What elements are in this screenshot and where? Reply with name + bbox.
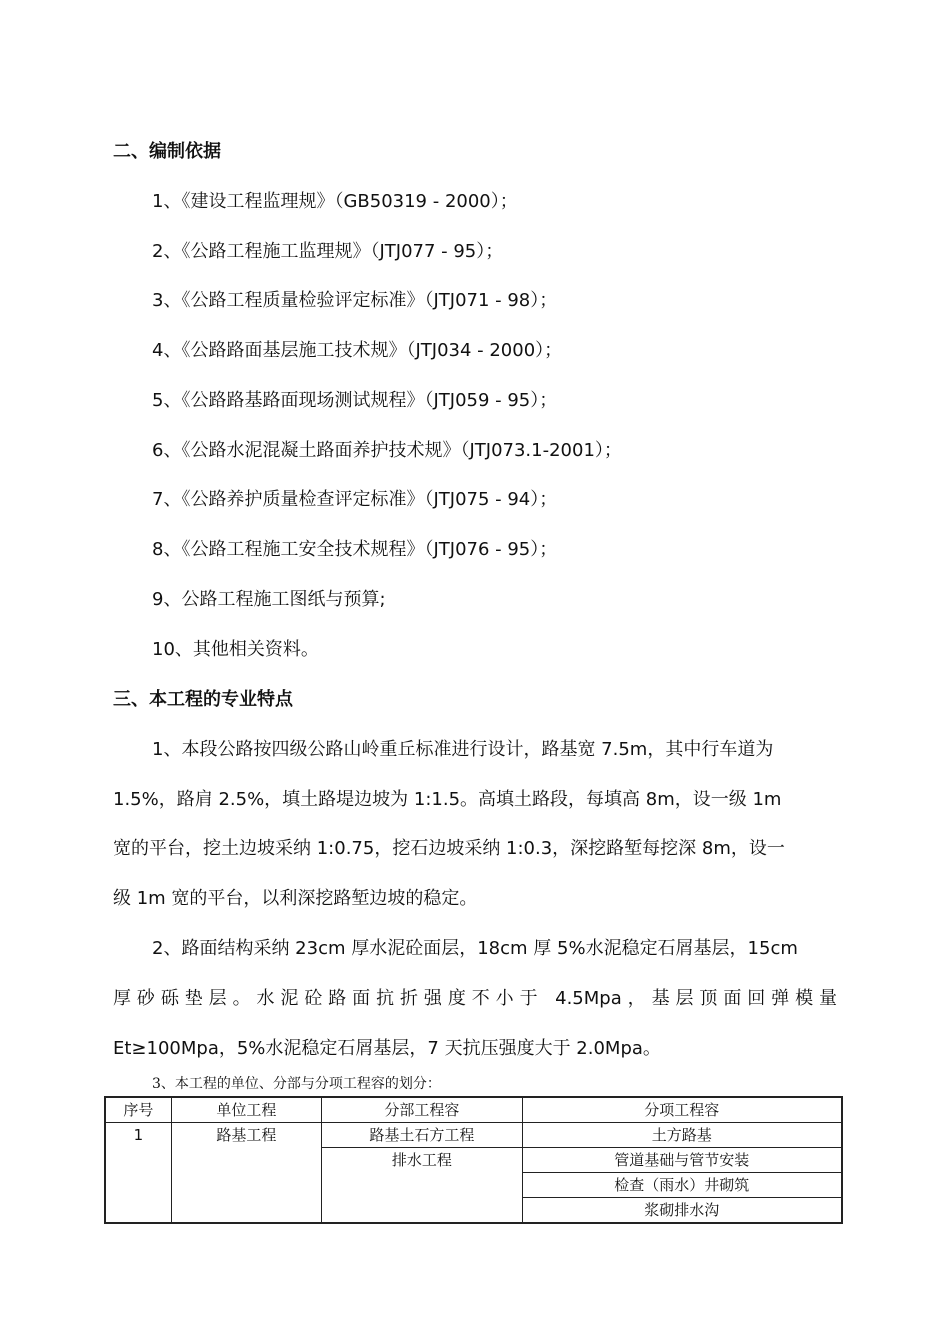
cell-unit: 路基工程 xyxy=(171,1123,321,1224)
paragraph-line: 1.5%，路肩 2.5%，填土路堤边坡为 1:1.5。高填土路段，每填高 8m，设一级 1m xyxy=(113,789,782,810)
paragraph-line: 厚砂砾垫层。水泥砼路面抗折强度不小于 4.5Mpa，基层顶面回弹模量 xyxy=(113,988,837,1009)
paragraph-line: 宽的平台，挖土边坡采纳 1:0.75，挖石边坡采纳 1:0.3，深挖路堑每挖深 8m，设一 xyxy=(113,838,785,859)
basis-item: 9、公路工程施工图纸与预算; xyxy=(152,589,386,610)
basis-item: 8、《公路工程施工安全技术规程》（JTJ076 - 95）； xyxy=(152,539,558,560)
header-item: 分项工程容 xyxy=(522,1097,842,1123)
paragraph-line: 2、路面结构采纳 23cm 厚水泥砼面层，18cm 厚 5%水泥稳定石屑基层，15cm xyxy=(152,938,798,959)
basis-heading: 二、编制依据 xyxy=(113,141,221,162)
features-heading: 三、本工程的专业特点 xyxy=(113,689,293,710)
table-header-row xyxy=(105,1097,842,1123)
basis-item: 3、《公路工程质量检验评定标准》（JTJ071 - 98）； xyxy=(152,290,558,311)
paragraph-line: 1、本段公路按四级公路山岭重丘标准进行设计，路基宽 7.5m，其中行车道为 xyxy=(152,739,774,760)
cell-item: 土方路基 xyxy=(522,1123,842,1148)
division-table xyxy=(104,1096,843,1224)
paragraph-line: 级 1m 宽的平台，以利深挖路堑边坡的稳定。 xyxy=(113,888,478,909)
header-seq: 序号 xyxy=(105,1097,171,1123)
cell-sub: 路基土石方工程 xyxy=(322,1123,523,1148)
cell-item: 检查（雨水）井砌筑 xyxy=(522,1173,842,1198)
basis-item: 2、《公路工程施工监理规》（JTJ077 - 95）； xyxy=(152,241,504,262)
basis-item: 7、《公路养护质量检查评定标准》（JTJ075 - 94）； xyxy=(152,489,558,510)
cell-sub: 排水工程 xyxy=(322,1148,523,1224)
cell-seq: 1 xyxy=(105,1123,171,1224)
paragraph-line: Et≥100Mpa，5%水泥稳定石屑基层，7 天抗压强度大于 2.0Mpa。 xyxy=(113,1038,661,1059)
table-row xyxy=(105,1123,842,1148)
basis-item: 1、《建设工程监理规》（GB50319 - 2000）； xyxy=(152,191,518,212)
header-unit: 单位工程 xyxy=(171,1097,321,1123)
header-sub: 分部工程容 xyxy=(322,1097,523,1123)
basis-item: 4、《公路路面基层施工技术规》（JTJ034 - 2000）； xyxy=(152,340,563,361)
cell-item: 管道基础与管节安装 xyxy=(522,1148,842,1173)
basis-item: 10、其他相关资料。 xyxy=(152,639,319,660)
cell-item: 浆砌排水沟 xyxy=(522,1198,842,1224)
basis-item: 5、《公路路基路面现场测试规程》（JTJ059 - 95）； xyxy=(152,390,558,411)
table-caption: 3、本工程的单位、分部与分项工程容的划分： xyxy=(152,1076,441,1092)
basis-item: 6、《公路水泥混凝土路面养护技术规》（JTJ073.1-2001）； xyxy=(152,440,622,461)
